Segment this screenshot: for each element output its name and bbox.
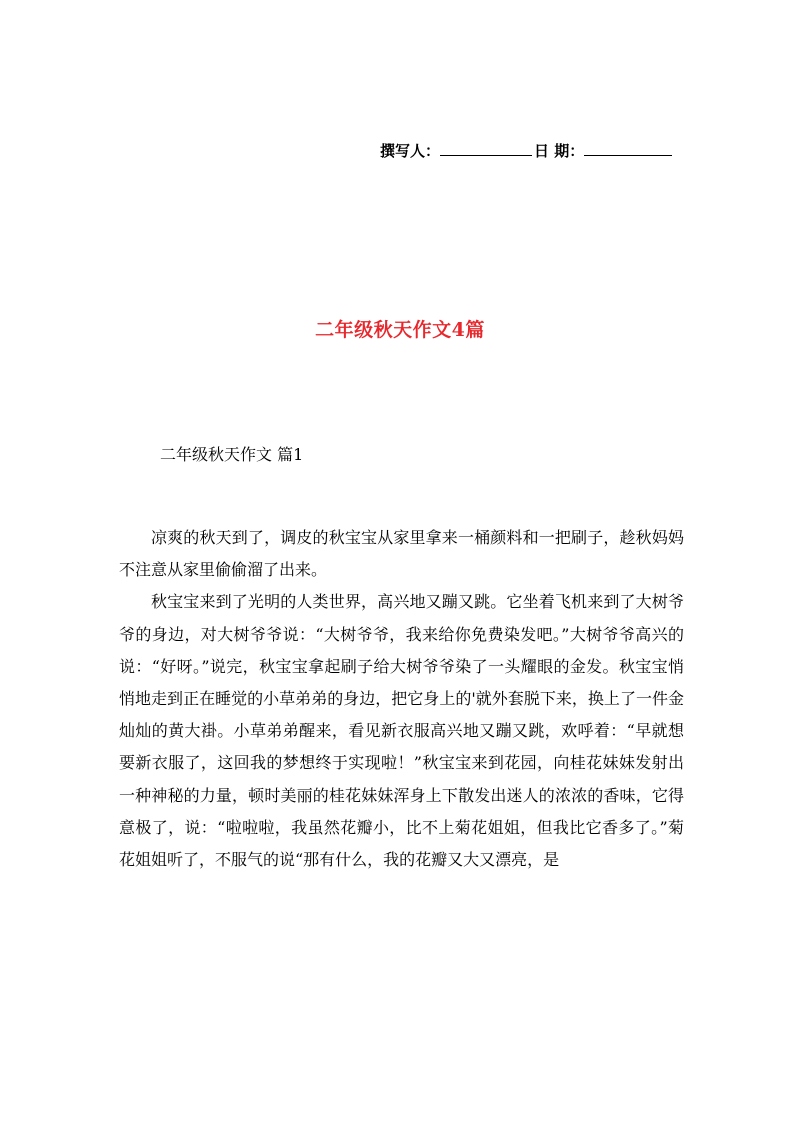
essay-body: [119, 522, 684, 876]
author-label: 撰写人：: [380, 142, 441, 160]
document-title: 二年级秋天作文4篇: [315, 319, 485, 341]
date-blank: [584, 141, 672, 156]
paragraph: 凉爽的秋天到了，调皮的秋宝宝从家里拿来一桶颜料和一把刷子，趁秋妈妈不注意从家里偷偷溜了出来。: [119, 528, 684, 580]
paragraph: 秋宝宝来到了光明的人类世界，高兴地又蹦又跳。它坐着飞机来到了大树爷爷的身边，对大树爷爷说：“大树爷爷，我来给你免费染发吧。”大树爷爷高兴的说：“好呀。”说完，秋宝宝拿起刷子给大树爷爷染了一头耀眼的金发。秋宝宝悄悄地走到正在睡觉的小草弟弟的身边，把它身上的'就外套脱下来，换上了一件金灿灿的黄大褂。小草弟弟醒来，看见新衣服高兴地又蹦又跳，欢呼着：“早就想要新衣服了，这回我的梦想终于实现啦！”秋宝宝来到花园，向桂花妹妹发射出一种神秘的力量，顿时美丽的桂花妹妹浑身上下散发出迷人的浓浓的香味，它得意极了，说：“啦啦啦，我虽然花瓣小，比不上菊花姐姐，但我比它香多了。”菊花姐姐听了，不服气的说“那有什么，我的花瓣又大又漂亮，是: [119, 592, 684, 870]
author-date-line: [380, 140, 672, 161]
date-label: 日 期：: [534, 142, 585, 160]
section-heading: 二年级秋天作文 篇1: [160, 445, 304, 464]
author-blank: [440, 141, 532, 156]
